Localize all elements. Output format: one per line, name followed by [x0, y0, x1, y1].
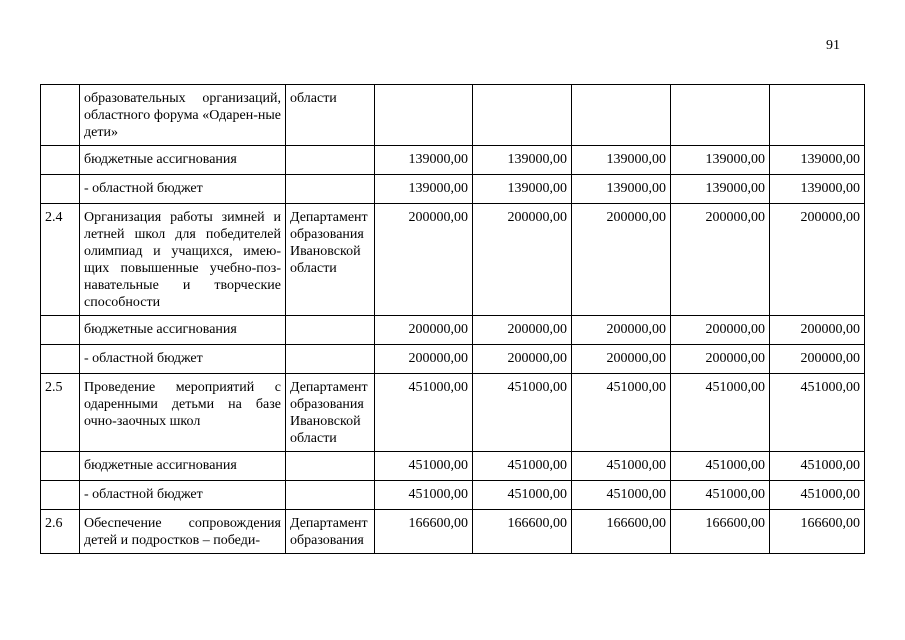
measure-name-cell: Проведение мероприятий с одаренными детьми на базе очно-заочных школ [80, 374, 286, 452]
table-row [41, 374, 865, 452]
executor-cell: Департамент образования [286, 510, 375, 554]
amount-cell: 200000,00 [572, 345, 671, 374]
row-number-cell: 2.5 [41, 374, 80, 452]
table-body [41, 85, 865, 554]
executor-cell [286, 146, 375, 175]
amount-cell: 166600,00 [770, 510, 865, 554]
row-number-cell [41, 175, 80, 204]
amount-cell: 139000,00 [770, 146, 865, 175]
amount-cell: 451000,00 [770, 452, 865, 481]
row-number-cell [41, 345, 80, 374]
executor-cell [286, 481, 375, 510]
row-number-cell [41, 146, 80, 175]
executor-cell [286, 452, 375, 481]
row-number-cell: 2.6 [41, 510, 80, 554]
measure-name-cell: образовательных организаций, областного форума «Одарен-ные дети» [80, 85, 286, 146]
amount-cell: 200000,00 [770, 204, 865, 316]
amount-cell: 451000,00 [671, 481, 770, 510]
amount-cell: 200000,00 [473, 204, 572, 316]
measure-name-cell: бюджетные ассигнования [80, 452, 286, 481]
amount-cell: 451000,00 [375, 374, 473, 452]
amount-cell: 200000,00 [473, 316, 572, 345]
amount-cell: 139000,00 [572, 175, 671, 204]
amount-cell: 139000,00 [473, 146, 572, 175]
amount-cell: 139000,00 [770, 175, 865, 204]
measure-name-cell: Обеспечение сопровождения детей и подростков – победи- [80, 510, 286, 554]
measure-name-cell: - областной бюджет [80, 345, 286, 374]
amount-cell: 451000,00 [770, 481, 865, 510]
measure-name-cell: Организация работы зимней и летней школ для победителей олимпиад и учащихся, имею-щих повышенные учебно-поз-навательные и творческие способности [80, 204, 286, 316]
amount-cell: 451000,00 [375, 481, 473, 510]
amount-cell: 139000,00 [572, 146, 671, 175]
table-row [41, 510, 865, 554]
executor-cell: Департамент образования Ивановской области [286, 374, 375, 452]
amount-cell: 451000,00 [473, 452, 572, 481]
row-number-cell: 2.4 [41, 204, 80, 316]
table-row [41, 345, 865, 374]
measure-name-cell: бюджетные ассигнования [80, 316, 286, 345]
amount-cell [671, 85, 770, 146]
amount-cell: 200000,00 [671, 345, 770, 374]
measure-name-cell: - областной бюджет [80, 175, 286, 204]
amount-cell: 166600,00 [572, 510, 671, 554]
amount-cell: 451000,00 [572, 481, 671, 510]
amount-cell: 139000,00 [375, 175, 473, 204]
amount-cell [770, 85, 865, 146]
executor-cell: Департамент образования Ивановской области [286, 204, 375, 316]
amount-cell [572, 85, 671, 146]
row-number-cell [41, 481, 80, 510]
amount-cell: 200000,00 [473, 345, 572, 374]
table-row [41, 175, 865, 204]
amount-cell: 166600,00 [671, 510, 770, 554]
amount-cell: 451000,00 [671, 374, 770, 452]
amount-cell: 451000,00 [375, 452, 473, 481]
amount-cell: 139000,00 [375, 146, 473, 175]
executor-cell [286, 345, 375, 374]
measure-name-cell: бюджетные ассигнования [80, 146, 286, 175]
table-row [41, 452, 865, 481]
budget-table [40, 84, 865, 554]
amount-cell: 451000,00 [473, 374, 572, 452]
amount-cell: 200000,00 [770, 345, 865, 374]
table-row [41, 204, 865, 316]
amount-cell: 200000,00 [375, 316, 473, 345]
amount-cell: 200000,00 [770, 316, 865, 345]
amount-cell: 451000,00 [572, 374, 671, 452]
amount-cell: 166600,00 [473, 510, 572, 554]
amount-cell [473, 85, 572, 146]
amount-cell: 139000,00 [671, 146, 770, 175]
page-number: 91 [826, 38, 840, 53]
executor-cell: области [286, 85, 375, 146]
amount-cell: 200000,00 [572, 316, 671, 345]
row-number-cell [41, 316, 80, 345]
row-number-cell [41, 85, 80, 146]
amount-cell: 200000,00 [671, 204, 770, 316]
amount-cell: 166600,00 [375, 510, 473, 554]
table-row [41, 481, 865, 510]
amount-cell: 200000,00 [375, 345, 473, 374]
amount-cell: 451000,00 [770, 374, 865, 452]
measure-name-cell: - областной бюджет [80, 481, 286, 510]
amount-cell: 200000,00 [572, 204, 671, 316]
amount-cell: 200000,00 [375, 204, 473, 316]
table-row [41, 85, 865, 146]
amount-cell [375, 85, 473, 146]
amount-cell: 451000,00 [473, 481, 572, 510]
table-row [41, 146, 865, 175]
executor-cell [286, 316, 375, 345]
amount-cell: 139000,00 [671, 175, 770, 204]
amount-cell: 200000,00 [671, 316, 770, 345]
executor-cell [286, 175, 375, 204]
amount-cell: 139000,00 [473, 175, 572, 204]
row-number-cell [41, 452, 80, 481]
amount-cell: 451000,00 [671, 452, 770, 481]
table-row [41, 316, 865, 345]
amount-cell: 451000,00 [572, 452, 671, 481]
